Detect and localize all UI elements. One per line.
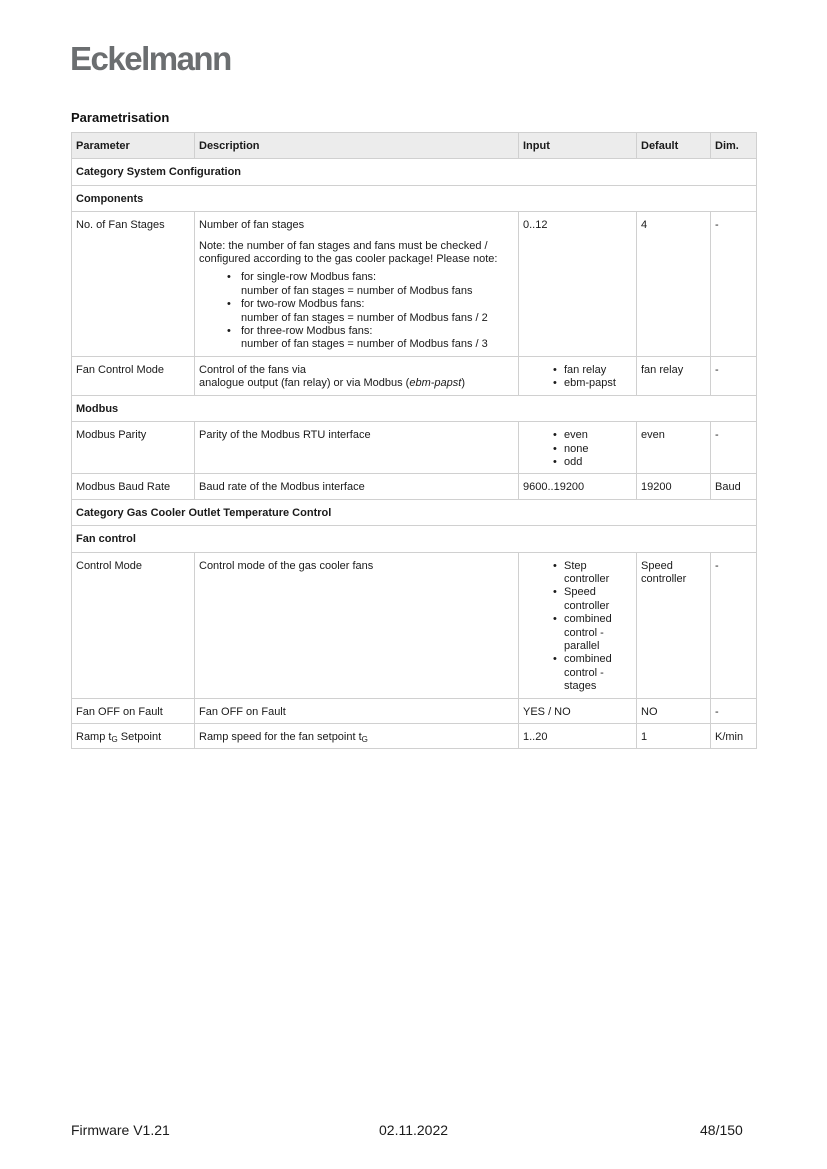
param-input: 1..20 xyxy=(519,724,637,749)
input-option: • Step controller xyxy=(523,560,632,587)
header-parameter: Parameter xyxy=(72,133,195,159)
param-dim: - xyxy=(711,212,757,357)
param-dim: - xyxy=(711,422,757,474)
input-option: • none xyxy=(523,443,632,456)
header-default: Default xyxy=(637,133,711,159)
table-row xyxy=(72,724,757,749)
param-default: NO xyxy=(637,698,711,723)
input-option: • combined control - parallel xyxy=(523,613,632,653)
group-modbus: Modbus xyxy=(72,395,757,421)
param-default: 4 xyxy=(637,212,711,357)
param-default: fan relay xyxy=(637,356,711,395)
param-default: 19200 xyxy=(637,474,711,499)
param-name: Ramp $t_G$ Setpoint xyxy=(72,724,195,749)
input-option: • odd xyxy=(523,456,632,469)
param-dim: - xyxy=(711,698,757,723)
header-input: Input xyxy=(519,133,637,159)
param-description: Ramp speed for the fan setpoint $t_G$ xyxy=(195,724,519,749)
param-dim: - xyxy=(711,552,757,698)
param-name: Control Mode xyxy=(72,552,195,698)
param-default: Speed controller xyxy=(637,552,711,698)
list-item: • for two-row Modbus fans: number of fan stages = number of Modbus fans / 2 xyxy=(199,298,514,325)
group-components: Components xyxy=(72,185,757,211)
param-input: 9600..19200 xyxy=(519,474,637,499)
section-title: Parametrisation xyxy=(71,110,170,125)
param-description: Fan OFF on Fault xyxy=(195,698,519,723)
param-name: Modbus Parity xyxy=(72,422,195,474)
table-row xyxy=(72,698,757,723)
param-name: No. of Fan Stages xyxy=(72,212,195,357)
param-default: 1 xyxy=(637,724,711,749)
table-row xyxy=(72,212,757,357)
header-description: Description xyxy=(195,133,519,159)
parameter-table xyxy=(71,132,757,749)
eckelmann-logo: Eckelmann xyxy=(70,40,231,77)
param-description: Control of the fans via analogue output (fan relay) or via Modbus (ebm-papst) xyxy=(195,356,519,395)
category-row xyxy=(72,159,757,185)
param-input: YES / NO xyxy=(519,698,637,723)
footer-date: 02.11.2022 xyxy=(379,1122,449,1138)
param-input xyxy=(519,356,637,395)
param-input xyxy=(519,422,637,474)
param-input: 0..12 xyxy=(519,212,637,357)
input-option: • combined control - stages xyxy=(523,653,632,693)
param-dim: K/min xyxy=(711,724,757,749)
table-row xyxy=(72,356,757,395)
param-description: Control mode of the gas cooler fans xyxy=(195,552,519,698)
list-item: • for single-row Modbus fans: number of fan stages = number of Modbus fans xyxy=(199,271,514,298)
category-gas-cooler: Category Gas Cooler Outlet Temperature Control xyxy=(72,499,757,525)
input-option: • even xyxy=(523,429,632,442)
param-description: Baud rate of the Modbus interface xyxy=(195,474,519,499)
description-text: Number of fan stages xyxy=(199,219,305,232)
group-row xyxy=(72,526,757,552)
group-row xyxy=(72,395,757,421)
category-system-configuration: Category System Configuration xyxy=(72,159,757,185)
param-name: Fan OFF on Fault xyxy=(72,698,195,723)
table-row xyxy=(72,474,757,499)
category-row xyxy=(72,499,757,525)
param-dim: Baud xyxy=(711,474,757,499)
footer-page-number: 48/150 xyxy=(700,1122,743,1138)
table-row xyxy=(72,552,757,698)
footer-firmware: Firmware V1.21 xyxy=(71,1122,170,1138)
table-header-row xyxy=(72,133,757,159)
group-row xyxy=(72,185,757,211)
note-list xyxy=(199,271,514,351)
param-input xyxy=(519,552,637,698)
input-option: • fan relay xyxy=(523,364,632,377)
header-dim: Dim. xyxy=(711,133,757,159)
table-row xyxy=(72,422,757,474)
description-note: Note: the number of fan stages and fans must be checked / configured according to the gas cooler package! Please note: xyxy=(199,239,498,266)
group-fan-control: Fan control xyxy=(72,526,757,552)
param-description: Parity of the Modbus RTU interface xyxy=(195,422,519,474)
param-name: Fan Control Mode xyxy=(72,356,195,395)
input-option: • Speed controller xyxy=(523,586,632,613)
input-options xyxy=(523,364,632,391)
input-options xyxy=(523,429,632,469)
list-item: • for three-row Modbus fans: number of fan stages = number of Modbus fans / 3 xyxy=(199,325,514,352)
param-default: even xyxy=(637,422,711,474)
param-dim: - xyxy=(711,356,757,395)
input-option: • ebm-papst xyxy=(523,377,632,390)
param-description xyxy=(195,212,519,357)
param-name: Modbus Baud Rate xyxy=(72,474,195,499)
input-options xyxy=(523,560,632,694)
